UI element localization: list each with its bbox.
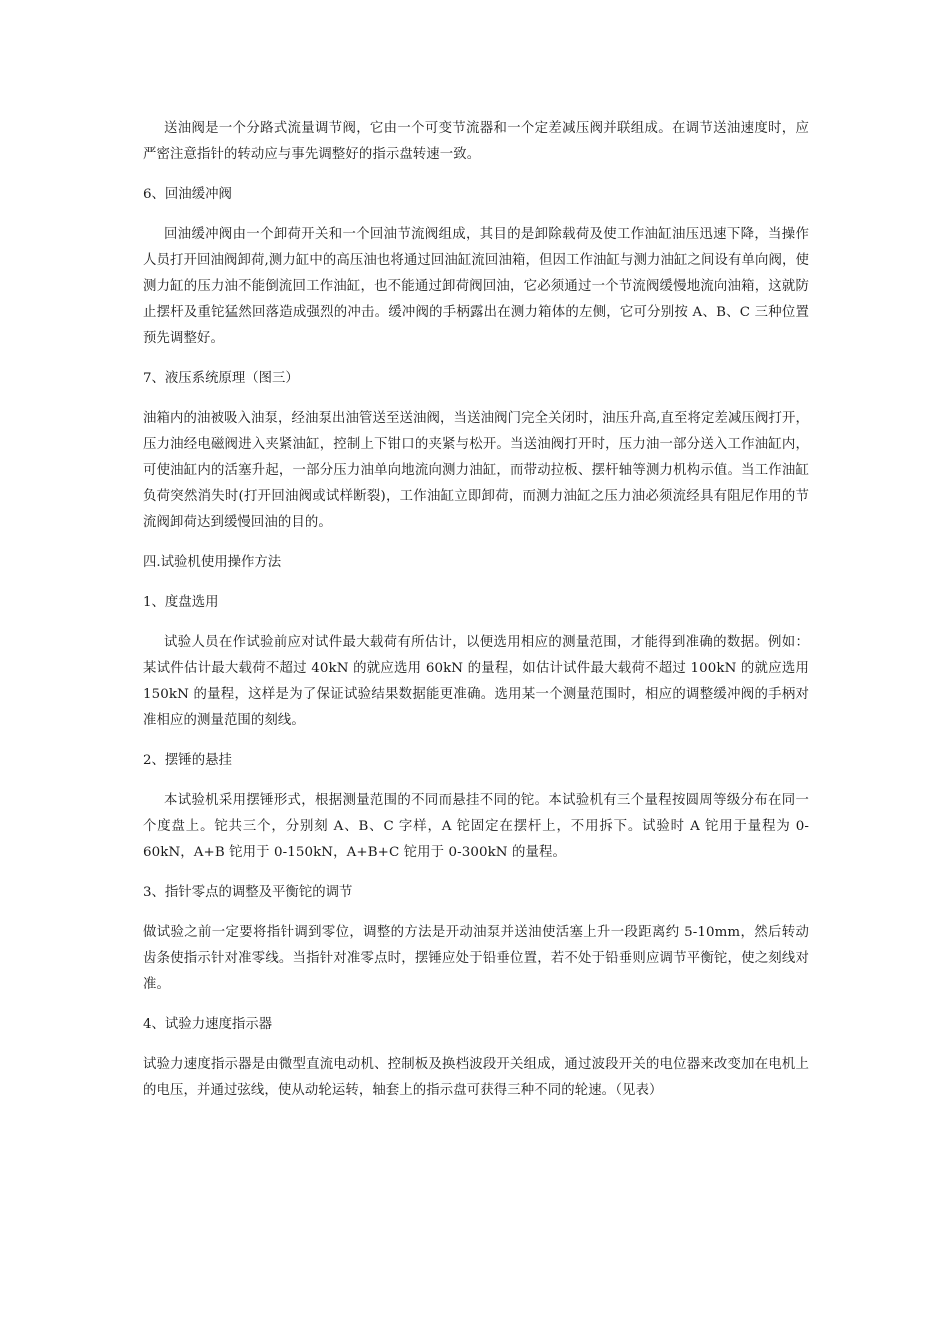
heading-pendulum-suspension: 2、摆锤的悬挂 [143, 753, 232, 768]
paragraph-text: 送油阀是一个分路式流量调节阀，它由一个可变节流器和一个定差减压阀并联组成。在调节送油速度时，应严密注意指针的转动应与事先调整好的指示盘转速一致。 [143, 121, 809, 162]
paragraph-text: 试验力速度指示器是由微型直流电动机、控制板及换档波段开关组成，通过波段开关的电位器来改变加在电机上的电压，并通过弦线，使从动轮运转，轴套上的指示盘可获得三种不同的轮速。（见表） [143, 1057, 809, 1098]
subsection-heading-2 [143, 748, 809, 774]
heading-speed-indicator: 4、试验力速度指示器 [143, 1017, 273, 1032]
subsection-heading-3 [143, 880, 809, 906]
paragraph-buffer-valve [143, 222, 809, 352]
subsection-heading-4 [143, 1012, 809, 1038]
paragraph-speed-indicator [143, 1052, 809, 1104]
section-heading-7 [143, 366, 809, 392]
heading-operation-method: 四.试验机使用操作方法 [143, 555, 282, 570]
document-body [143, 116, 809, 1118]
paragraph-text: 回油缓冲阀由一个卸荷开关和一个回油节流阀组成，其目的是卸除载荷及使工作油缸油压迅速下降，当操作人员打开回油阀卸荷,测力缸中的高压油也将通过回油缸流回油箱，但因工作油缸与测力油缸之间设有单向阀，使测力缸的压力油不能倒流回工作油缸，也不能通过卸荷阀回油，它必须通过一个节流阀缓慢地流向油箱，这就防止摆杆及重铊猛然回落造成强烈的冲击。缓冲阀的手柄露出在测力箱体的左侧，它可分别按 A、B、C 三种位置预先调整好。 [143, 227, 809, 346]
paragraph-text: 做试验之前一定要将指针调到零位，调整的方法是开动油泵并送油使活塞上升一段距离约 5-10mm，然后转动齿条使指示针对准零线。当指针对准零点时，摆锤应处于铅垂位置，若不处于铅垂则应调节平衡铊，使之刻线对准。 [143, 925, 809, 992]
heading-dial-selection: 1、度盘选用 [143, 595, 219, 610]
paragraph-hydraulic-system [143, 406, 809, 536]
heading-return-oil-buffer-valve: 6、回油缓冲阀 [143, 187, 232, 202]
section-heading-4 [143, 550, 809, 576]
paragraph-text: 本试验机采用摆锤形式，根据测量范围的不同而悬挂不同的铊。本试验机有三个量程按圆周等级分布在同一个度盘上。铊共三个，分别刻 A、B、C 字样，A 铊固定在摆杆上，不用拆下。试验时 A 铊用于量程为 0-60kN，A+B 铊用于 0-150kN，A+B+C 铊用于 0-300kN 的量程。 [143, 793, 809, 860]
paragraph-text: 试验人员在作试验前应对试件最大载荷有所估计，以便选用相应的测量范围，才能得到准确的数据。例如：某试件估计最大载荷不超过 40kN 的就应选用 60kN 的量程，如估计试件最大载荷不超过 100kN 的就应选用 150kN 的量程，这样是为了保证试验结果数据能更准确。选用某一个测量范围时，相应的调整缓冲阀的手柄对准相应的测量范围的刻线。 [143, 635, 809, 728]
paragraph-zero-adjustment [143, 920, 809, 998]
section-heading-6 [143, 182, 809, 208]
paragraph-oil-feed-valve [143, 116, 809, 168]
subsection-heading-1 [143, 590, 809, 616]
paragraph-pendulum [143, 788, 809, 866]
paragraph-text: 油箱内的油被吸入油泵，经油泵出油管送至送油阀，当送油阀门完全关闭时，油压升高,直至将定差减压阀打开，压力油经电磁阀进入夹紧油缸，控制上下钳口的夹紧与松开。当送油阀打开时，压力油一部分送入工作油缸内，可使油缸内的活塞升起，一部分压力油单向地流向测力油缸，而带动拉板、摆杆轴等测力机构示值。当工作油缸负荷突然消失时(打开回油阀或试样断裂)，工作油缸立即卸荷，而测力油缸之压力油必须流经具有阻尼作用的节流阀卸荷达到缓慢回油的目的。 [143, 411, 809, 530]
heading-zero-adjustment: 3、指针零点的调整及平衡铊的调节 [143, 885, 353, 900]
paragraph-dial-selection [143, 630, 809, 734]
heading-hydraulic-principle: 7、液压系统原理（图三） [143, 371, 299, 386]
